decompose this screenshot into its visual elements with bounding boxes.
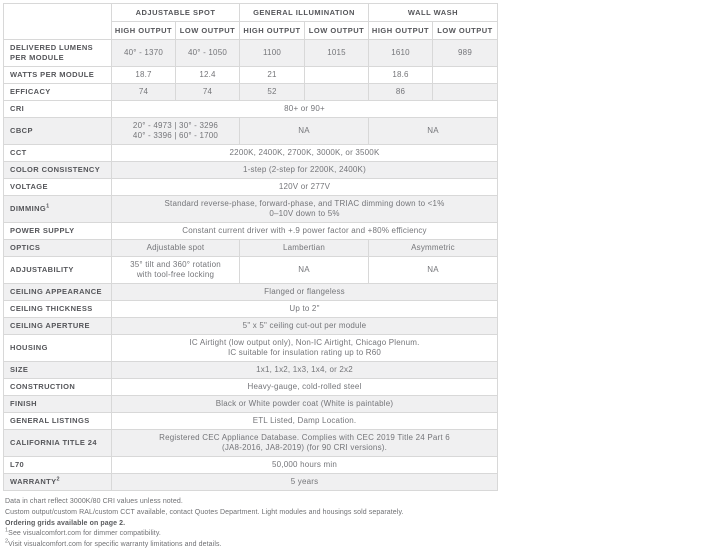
- value-cell: 1610: [369, 40, 433, 67]
- table-row: [4, 196, 498, 223]
- value-cell: [305, 84, 369, 101]
- value-cell: Up to 2": [112, 301, 498, 318]
- value-cell: Flanged or flangeless: [112, 284, 498, 301]
- value-cell: 1x1, 1x2, 1x3, 1x4, or 2x2: [112, 362, 498, 379]
- value-cell: 989: [433, 40, 498, 67]
- sub-header-cell: LOW OUTPUT: [176, 22, 240, 40]
- value-cell: IC Airtight (low output only), Non-IC Airtight, Chicago Plenum. IC suitable for insulation rating up to R60: [112, 335, 498, 362]
- row-label: VOLTAGE: [4, 179, 112, 196]
- row-label: EFFICACY: [4, 84, 112, 101]
- row-label: POWER SUPPLY: [4, 223, 112, 240]
- table-row: [4, 362, 498, 379]
- footnote-marker: 1: [46, 203, 50, 210]
- value-cell: 52: [240, 84, 305, 101]
- table-row: [4, 457, 498, 474]
- table-row: [4, 318, 498, 335]
- value-cell: NA: [240, 257, 369, 284]
- sub-header-cell: HIGH OUTPUT: [369, 22, 433, 40]
- value-cell: 40° - 1050: [176, 40, 240, 67]
- row-label: CEILING THICKNESS: [4, 301, 112, 318]
- row-label: OPTICS: [4, 240, 112, 257]
- value-cell: 86: [369, 84, 433, 101]
- sub-header-cell: HIGH OUTPUT: [240, 22, 305, 40]
- row-label: COLOR CONSISTENCY: [4, 162, 112, 179]
- table-row: [4, 257, 498, 284]
- row-label: L70: [4, 457, 112, 474]
- value-cell: 21: [240, 67, 305, 84]
- value-cell: 2200K, 2400K, 2700K, 3000K, or 3500K: [112, 145, 498, 162]
- sub-header-cell: LOW OUTPUT: [305, 22, 369, 40]
- table-row: [4, 284, 498, 301]
- table-row: [4, 335, 498, 362]
- row-label: HOUSING: [4, 335, 112, 362]
- value-cell: 1015: [305, 40, 369, 67]
- value-cell: Constant current driver with +.9 power factor and +80% efficiency: [112, 223, 498, 240]
- table-row: [4, 430, 498, 457]
- row-label: CCT: [4, 145, 112, 162]
- value-cell: 5 years: [112, 474, 498, 491]
- column-group-general-illumination: GENERAL ILLUMINATION: [240, 4, 369, 22]
- footnote-marker: 1: [5, 528, 9, 535]
- value-cell: 1100: [240, 40, 305, 67]
- sub-header-cell: HIGH OUTPUT: [112, 22, 176, 40]
- footnote-line: $^1$See visualcomfort.com for dimmer compatibility.: [5, 528, 161, 538]
- table-row: [4, 118, 498, 145]
- row-label: SIZE: [4, 362, 112, 379]
- table-row: [4, 301, 498, 318]
- row-label: DIMMING$^1$: [4, 196, 112, 223]
- table-row: [4, 223, 498, 240]
- value-cell: [305, 67, 369, 84]
- value-cell: [433, 84, 498, 101]
- column-group-adjustable-spot: ADJUSTABLE SPOT: [112, 4, 240, 22]
- row-label: ADJUSTABILITY: [4, 257, 112, 284]
- value-cell: 74: [112, 84, 176, 101]
- row-label: FINISH: [4, 396, 112, 413]
- value-cell: Black or White powder coat (White is paintable): [112, 396, 498, 413]
- table-row: [4, 413, 498, 430]
- row-label: WATTS PER MODULE: [4, 67, 112, 84]
- value-cell: NA: [240, 118, 369, 145]
- row-label: CEILING APERTURE: [4, 318, 112, 335]
- value-cell: 20° - 4973 | 30° - 3296 40° - 3396 | 60° - 1700: [112, 118, 240, 145]
- table-row: [4, 240, 498, 257]
- value-cell: NA: [369, 257, 498, 284]
- value-cell: 120V or 277V: [112, 179, 498, 196]
- spec-table-body: [4, 40, 498, 491]
- row-label: CEILING APPEARANCE: [4, 284, 112, 301]
- value-cell: 74: [176, 84, 240, 101]
- spec-table: [3, 3, 498, 491]
- column-group-row: [4, 4, 498, 22]
- table-row: [4, 474, 498, 491]
- value-cell: Adjustable spot: [112, 240, 240, 257]
- row-label: WARRANTY$^2$: [4, 474, 112, 491]
- value-cell: Lambertian: [240, 240, 369, 257]
- footnote-line: Custom output/custom RAL/custom CCT available, contact Quotes Department. Light modules and housings sold separately.: [5, 508, 404, 516]
- row-label: CALIFORNIA TITLE 24: [4, 430, 112, 457]
- value-cell: 50,000 hours min: [112, 457, 498, 474]
- value-cell: 18.6: [369, 67, 433, 84]
- table-row: [4, 145, 498, 162]
- table-row: [4, 162, 498, 179]
- value-cell: 18.7: [112, 67, 176, 84]
- value-cell: Standard reverse-phase, forward-phase, and TRIAC dimming down to <1% 0–10V down to 5%: [112, 196, 498, 223]
- footnote-marker: 2: [5, 538, 9, 545]
- value-cell: 40° - 1370: [112, 40, 176, 67]
- table-row: [4, 67, 498, 84]
- value-cell: 12.4: [176, 67, 240, 84]
- table-row: [4, 396, 498, 413]
- sub-header-cell: LOW OUTPUT: [433, 22, 498, 40]
- value-cell: NA: [369, 118, 498, 145]
- value-cell: Heavy-gauge, cold-rolled steel: [112, 379, 498, 396]
- row-label: DELIVERED LUMENS PER MODULE: [4, 40, 112, 67]
- value-cell: 1-step (2-step for 2200K, 2400K): [112, 162, 498, 179]
- row-label: GENERAL LISTINGS: [4, 413, 112, 430]
- footnote-line: Ordering grids available on page 2.: [5, 519, 126, 527]
- value-cell: 80+ or 90+: [112, 101, 498, 118]
- table-row: [4, 179, 498, 196]
- value-cell: 5" x 5" ceiling cut-out per module: [112, 318, 498, 335]
- footnote-line: Data in chart reflect 3000K/80 CRI values unless noted.: [5, 498, 183, 505]
- value-cell: 35° tilt and 360° rotation with tool-free locking: [112, 257, 240, 284]
- table-row: [4, 84, 498, 101]
- row-label: CRI: [4, 101, 112, 118]
- corner-cell: [4, 4, 112, 40]
- value-cell: Asymmetric: [369, 240, 498, 257]
- table-row: [4, 101, 498, 118]
- value-cell: ETL Listed, Damp Location.: [112, 413, 498, 430]
- table-row: [4, 40, 498, 67]
- value-cell: [433, 67, 498, 84]
- column-group-wall-wash: WALL WASH: [369, 4, 498, 22]
- table-row: [4, 379, 498, 396]
- row-label: CBCP: [4, 118, 112, 145]
- row-label: CONSTRUCTION: [4, 379, 112, 396]
- footnote-line: $^2$Visit visualcomfort.com for specific warranty limitations and details.: [5, 538, 222, 549]
- value-cell: Registered CEC Appliance Database. Complies with CEC 2019 Title 24 Part 6 (JA8-2016, JA8-2019) (for 90 CRI versions).: [112, 430, 498, 457]
- footnotes: [3, 497, 703, 551]
- spec-table-header: [4, 4, 498, 40]
- footnote-marker: 2: [56, 476, 60, 483]
